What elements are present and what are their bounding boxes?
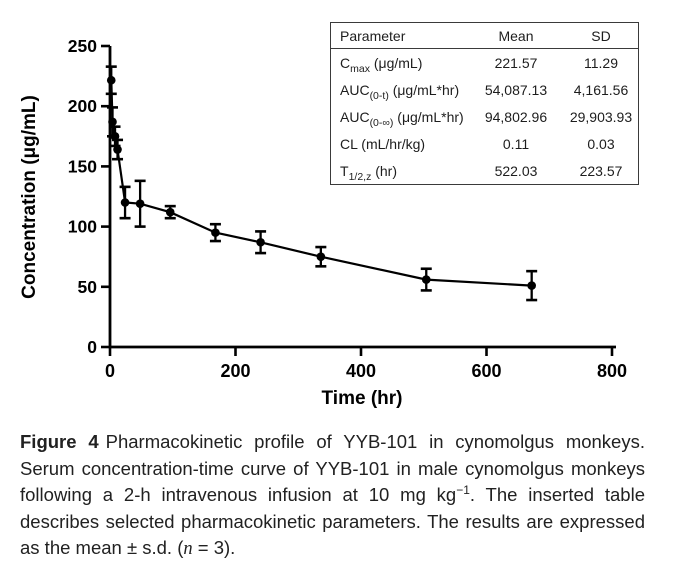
mean-cell: 94,802.96 [484,108,548,125]
y-axis-label: Concentration (μg/mL) [19,95,40,299]
x-tick-label: 200 [220,361,251,381]
sd-cell: 11.29 [584,54,618,71]
table-header-cell: Mean [468,23,564,49]
mean-cell: 0.11 [502,135,530,152]
data-point [111,132,120,141]
figure-caption-text-3: = 3). [192,537,236,559]
mean-cell: 522.03 [494,162,538,179]
mean-cell: 221.57 [494,54,538,71]
y-tick-label: 0 [87,337,97,357]
parameter-cell: CL (mL/hr/kg) [340,135,426,152]
parameter-cell: $AUC_{(0-\infty)}$ (μg/mL*hr) [340,108,464,129]
data-point [108,118,117,127]
data-point [422,275,431,284]
pk-parameters-table [330,22,639,185]
y-tick-label: 150 [67,156,97,177]
y-tick-label: 200 [67,96,97,117]
figure-caption-label: Figure 4 [20,431,99,452]
sd-cell: 223.57 [579,162,623,179]
table-row [331,157,639,185]
data-point [136,199,145,208]
table-row [331,76,639,103]
table-header-cell: SD [564,23,639,49]
x-tick-label: 400 [345,361,377,381]
y-tick-label: 100 [67,216,97,237]
sd-cell: 0.03 [587,135,615,152]
data-point [317,252,326,261]
x-axis-label: Time (hr) [321,388,403,409]
dose-exponent: −1 [456,483,470,498]
x-tick-label: 600 [471,361,502,381]
y-tick-label: 50 [77,276,97,297]
pk-table-body [331,49,639,185]
data-point [113,145,122,154]
data-point [121,198,130,207]
parameter-cell: $AUC_{(0-t)}$ (μg/mL*hr) [340,81,460,102]
data-point [256,238,265,247]
figure-caption-text-1: Pharmacokinetic profile of YYB-101 in cynomolgus monkeys. Serum concentration-time curve of YYB-101 in male cynomolgus monkeys following a 2-h intravenous infusion at 10 mg kg [20,431,645,506]
sd-cell: 4,161.56 [573,81,629,98]
figure-caption [20,429,645,563]
data-point [166,208,175,217]
table-row [331,103,639,130]
pk-table-header [331,23,639,49]
parameter-cell: $T_{1/2,z}$ (hr) [340,162,397,183]
data-point [211,228,220,237]
y-tick-label: 250 [67,36,97,56]
table-row [331,130,639,157]
figure-caption-text-2: . The inserted table describes selected pharmacokinetic parameters. The results are expressed as the mean ± s.d. ( [20,484,645,559]
table-row [331,49,639,77]
mean-cell: 54,087.13 [484,81,548,98]
data-point [527,281,536,290]
n-symbol: n [183,539,193,560]
sd-cell: 29,903.93 [569,108,633,125]
x-tick-label: 0 [104,361,116,381]
table-header-cell: Parameter [331,23,469,49]
table-header-row [331,23,639,49]
parameter-cell: $C_{max}$ (μg/mL) [340,54,423,75]
x-tick-label: 800 [596,361,628,381]
data-point [107,76,116,85]
